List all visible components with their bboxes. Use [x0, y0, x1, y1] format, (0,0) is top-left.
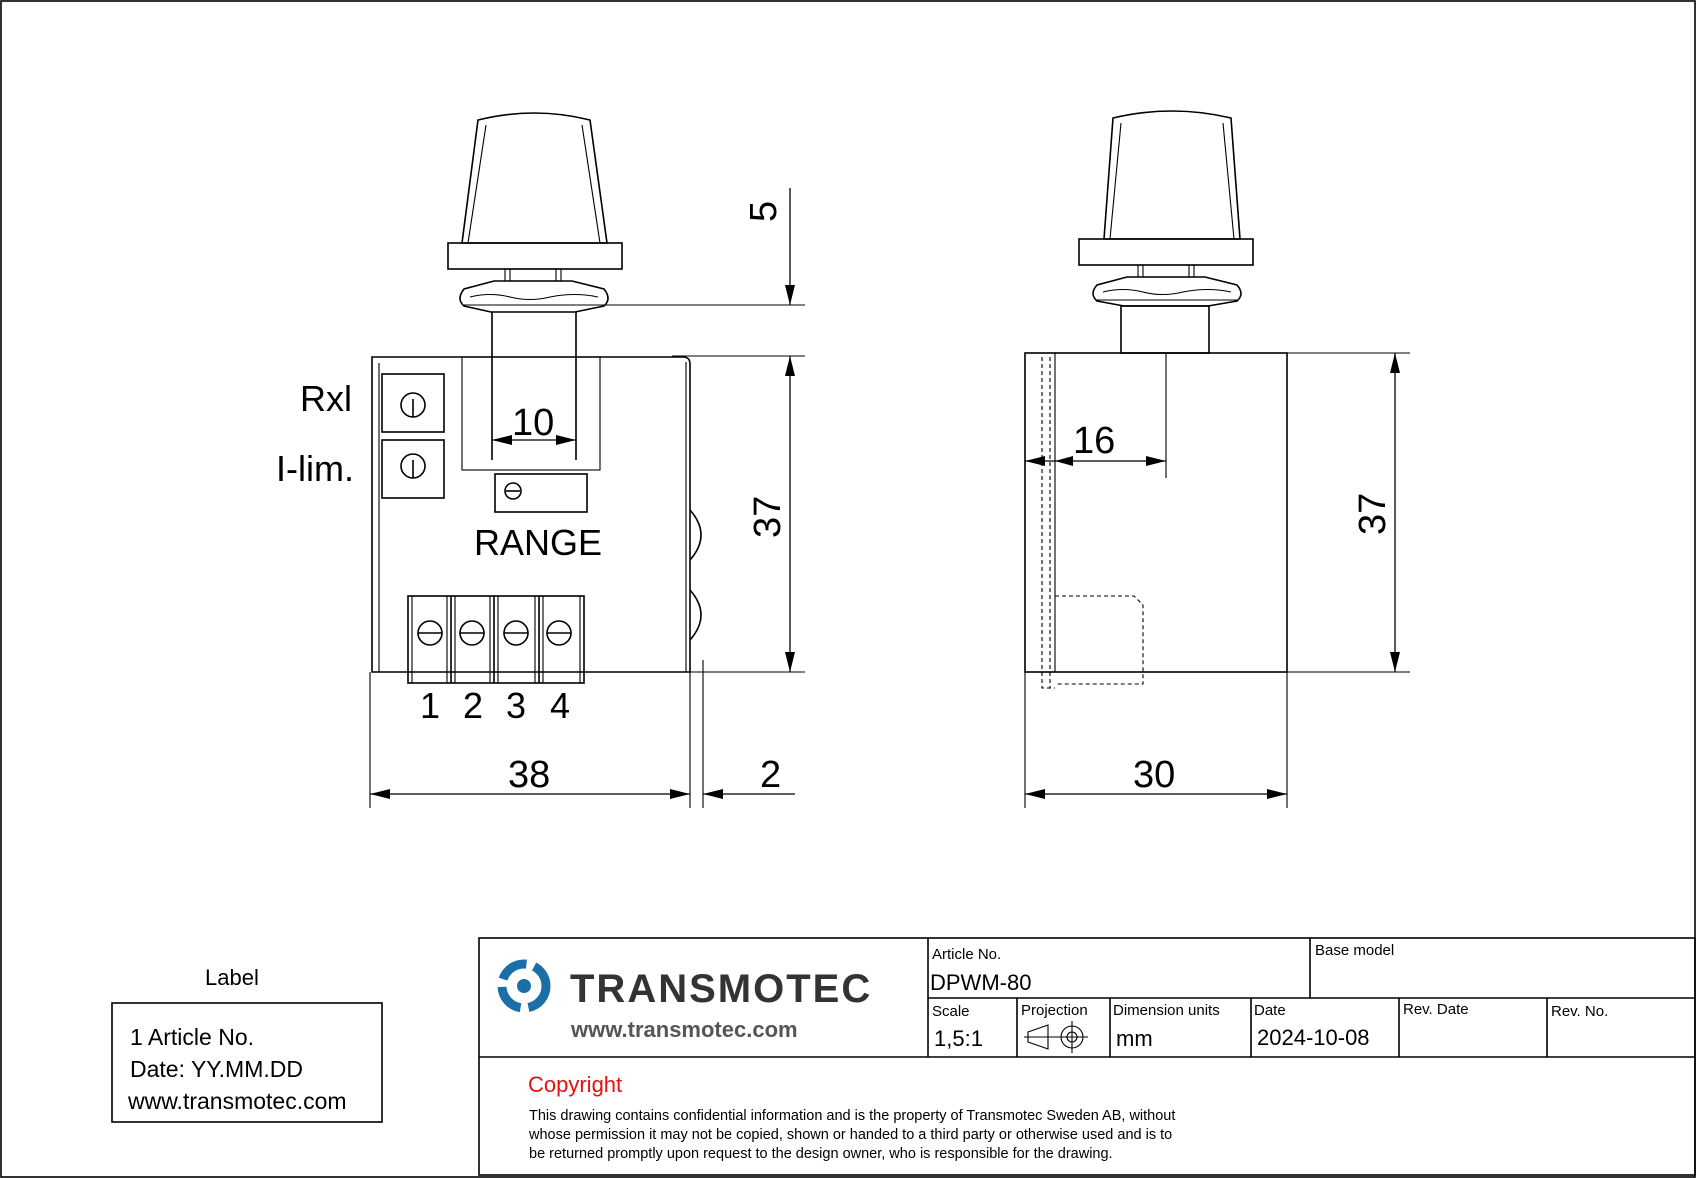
- label-line-3: www.transmotec.com: [128, 1088, 347, 1114]
- dim-units-value: mm: [1116, 1026, 1153, 1051]
- side-knob-flange: [1079, 239, 1253, 265]
- dim-30: [1025, 672, 1287, 808]
- front-knob-flange: [448, 243, 622, 269]
- brand-name: TRANSMOTEC: [570, 967, 873, 1011]
- svg-text:2: 2: [760, 754, 782, 796]
- side-nut: [1093, 277, 1241, 306]
- side-housing: [1025, 353, 1287, 672]
- dim-37-front: [690, 356, 805, 672]
- svg-text:5: 5: [743, 200, 785, 222]
- article-no-label: Article No.: [932, 946, 1002, 963]
- label-line-1: 1 Article No.: [130, 1024, 254, 1050]
- side-knob: [1104, 111, 1240, 239]
- svg-text:16: 16: [1073, 420, 1116, 462]
- copyright-line-3: be returned promptly upon request to the design owner, who is responsible for the drawing.: [529, 1146, 1113, 1162]
- transmotec-logo: [502, 964, 872, 1042]
- svg-text:37: 37: [747, 495, 789, 538]
- dim-16: [1025, 420, 1166, 466]
- range-label: RANGE: [474, 522, 603, 563]
- brand-website: www.transmotec.com: [571, 1017, 798, 1042]
- date-value: 2024-10-08: [1257, 1025, 1370, 1050]
- dim-2: [703, 754, 795, 799]
- dim-units-label: Dimension units: [1113, 1002, 1220, 1019]
- label-box-title: Label: [205, 965, 259, 990]
- label-line-2: Date: YY.MM.DD: [130, 1056, 303, 1082]
- side-view: [1025, 111, 1410, 808]
- copyright-line-2: whose permission it may not be copied, shown or handed to a third party or otherwise used and is to: [529, 1127, 1173, 1143]
- date-label: Date: [1254, 1002, 1286, 1019]
- projection-symbol-icon: [1024, 1021, 1088, 1053]
- svg-text:38: 38: [508, 754, 551, 796]
- scale-label: Scale: [932, 1003, 970, 1020]
- copyright-line-1: This drawing contains confidential information and is the property of Transmotec Sweden AB, without: [529, 1108, 1176, 1124]
- terminal-label-1: 1: [420, 685, 441, 726]
- label-box: [112, 965, 382, 1122]
- copyright-title: Copyright: [528, 1072, 623, 1097]
- base-model-label: Base model: [1315, 942, 1395, 959]
- terminal-label-3: 3: [506, 685, 527, 726]
- rev-date-label: Rev. Date: [1403, 1001, 1469, 1018]
- range-switch: [495, 474, 587, 512]
- dim-5: [604, 188, 805, 376]
- dim-10: [492, 402, 576, 445]
- article-no-value: DPWM-80: [930, 970, 1032, 995]
- terminal-block: [408, 596, 584, 683]
- terminal-label-2: 2: [463, 685, 484, 726]
- front-nut: [460, 281, 608, 312]
- svg-text:30: 30: [1133, 754, 1176, 796]
- svg-text:10: 10: [512, 402, 555, 444]
- rxl-label: Rxl: [300, 378, 352, 419]
- ilim-label: I-lim.: [276, 448, 354, 489]
- rev-no-label: Rev. No.: [1551, 1003, 1609, 1020]
- terminal-label-4: 4: [550, 685, 571, 726]
- scale-value: 1,5:1: [934, 1026, 983, 1051]
- dim-37-side: [1287, 353, 1410, 672]
- front-view: [276, 113, 805, 808]
- svg-text:37: 37: [1352, 492, 1394, 535]
- projection-label: Projection: [1021, 1002, 1088, 1019]
- front-knob: [462, 113, 607, 243]
- title-block: [479, 938, 1695, 1175]
